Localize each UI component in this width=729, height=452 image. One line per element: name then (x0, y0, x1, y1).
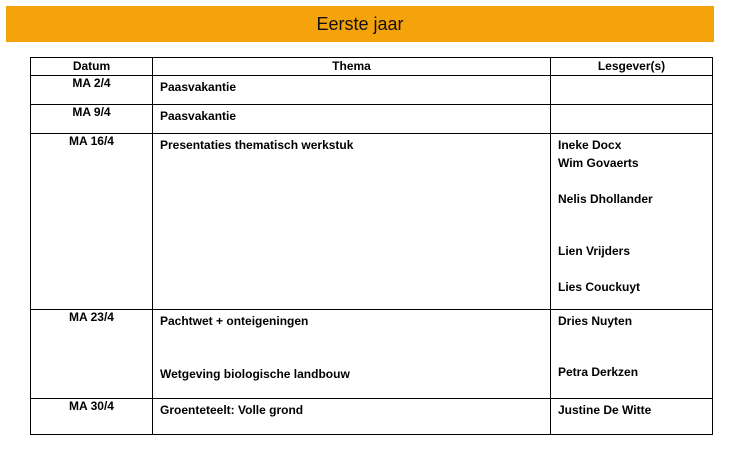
lesgever-name: Ineke Docx (558, 138, 622, 152)
schedule-table (30, 57, 713, 435)
lesgever-name: Lien Vrijders (558, 244, 631, 258)
cell-datum: MA 23/4 (31, 310, 153, 399)
header-datum: Datum (31, 58, 153, 76)
thema-line: Paasvakantie (160, 109, 237, 123)
cell-thema (153, 76, 551, 105)
cell-datum: MA 2/4 (31, 76, 153, 105)
cell-thema (153, 134, 551, 310)
lesgever-name: Petra Derkzen (558, 365, 639, 379)
cell-lesgever (551, 399, 713, 435)
header-lesgever: Lesgever(s) (551, 58, 713, 76)
cell-datum: MA 9/4 (31, 105, 153, 134)
table-row (31, 105, 713, 134)
page-title: Eerste jaar (316, 13, 404, 34)
table-row (31, 310, 713, 399)
page-title-banner (6, 6, 714, 42)
cell-thema (153, 310, 551, 399)
table-row (31, 399, 713, 435)
lesgever-name: Lies Couckuyt (558, 280, 641, 294)
table-row (31, 76, 713, 105)
cell-lesgever (551, 310, 713, 399)
cell-thema (153, 399, 551, 435)
thema-line: Paasvakantie (160, 80, 237, 94)
cell-lesgever (551, 134, 713, 310)
table-row (31, 134, 713, 310)
lesgever-name: Wim Govaerts (558, 156, 639, 170)
cell-datum: MA 16/4 (31, 134, 153, 310)
cell-lesgever (551, 105, 713, 134)
lesgever-name: Nelis Dhollander (558, 192, 653, 206)
thema-line: Pachtwet + onteigeningen (160, 314, 309, 328)
cell-datum: MA 30/4 (31, 399, 153, 435)
lesgever-name: Justine De Witte (558, 403, 652, 417)
thema-line: Groenteteelt: Volle grond (160, 403, 304, 417)
cell-lesgever (551, 76, 713, 105)
thema-line: Wetgeving biologische landbouw (160, 367, 350, 381)
thema-line: Presentaties thematisch werkstuk (160, 138, 354, 152)
header-thema: Thema (153, 58, 551, 76)
table-header-row (31, 58, 713, 76)
cell-thema (153, 105, 551, 134)
lesgever-name: Dries Nuyten (558, 314, 633, 328)
